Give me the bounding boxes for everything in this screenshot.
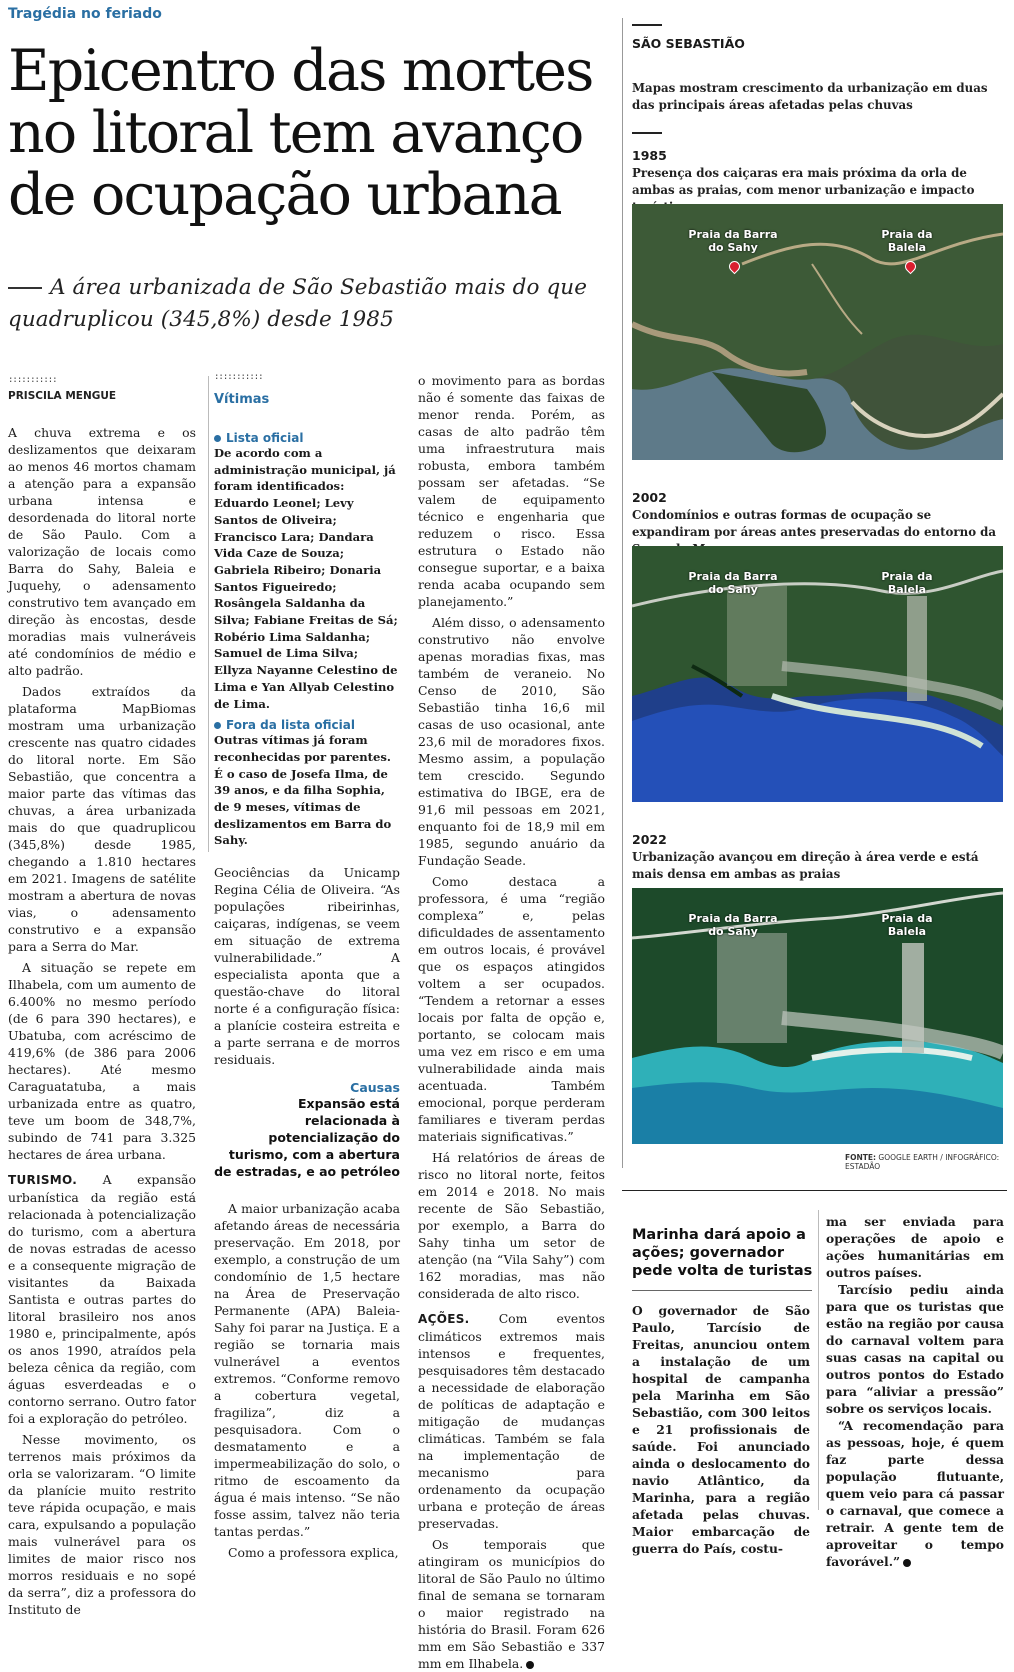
causas-text: Expansão está relacionada à potencialização do turismo, com a abertura de estradas, e ao petróleo — [214, 1096, 400, 1179]
map-caption: Condomínios e outras formas de ocupação se expandiram por áreas antes preservadas do entorno da — [632, 508, 997, 539]
satellite-map-1985 — [632, 204, 1003, 460]
official-list-label — [214, 431, 400, 445]
map-caption: Presença dos caiçaras era mais próxima da orla de ambas as praias, com menor urbanização e impacto — [632, 166, 975, 197]
paragraph — [826, 1417, 1004, 1570]
box-rule — [208, 376, 209, 852]
source-credit — [845, 1153, 1014, 1171]
end-mark-icon — [903, 1559, 911, 1567]
story-rule — [632, 1290, 812, 1291]
map-label-left: Praia da Barra do Sahy — [688, 912, 778, 938]
paragraph-text: Com eventos climáticos extremos mais intensos e frequentes, pesquisadores têm destacado a necessidade de elaboração de políticas de adaptação e mitigação de mudanças climáticas. Também se fala na implementação de mecanismo para ordenamento da ocupação urbana e proteção de áreas preservadas. — [418, 1311, 605, 1531]
end-mark-icon — [526, 1661, 534, 1669]
subhead-text: A área urbanizada de São Sebastião mais do que quadruplicou (345,8%) desde 1985 — [8, 275, 588, 332]
source-label: FONTE: — [845, 1153, 877, 1162]
map-year: 1985 — [632, 148, 667, 163]
label-text: Lista oficial — [226, 431, 304, 445]
map-caption: Urbanização avançou em direção à área verde e está mais densa em ambas as praias — [632, 850, 979, 881]
bullet-icon — [214, 722, 221, 729]
satellite-map-2002 — [632, 546, 1003, 802]
map-year: 2002 — [632, 490, 667, 505]
paragraph: Além disso, o adensamento construtivo não envolve apenas moradias fixas, mas também de veraneio. No Censo de 2010, São Sebastião tinha 16,6 mil casas de uso ocasional, ante 23,6 mil de moradores fixos. Mesmo assim, a população tem crescido. Segundo estimativa do IBGE, era de 91,6 mil pessoas em 2021, enquanto foi de 18,9 mil em 1985, segundo anuário da Fundação Seade. — [418, 615, 605, 868]
victims-box — [214, 372, 400, 849]
unofficial-list-text: Outras vítimas já foram reconhecidas por parentes. É o caso de Josefa Ilma, de 39 anos, e da filha Sophia, de 9 meses, vítimas de deslizamentos em Barra do Sahy. — [214, 733, 392, 848]
map-label-right: Praia da Balela — [881, 912, 933, 938]
article-column-1 — [8, 424, 196, 1618]
map-label-right: Praia da Balela — [881, 570, 933, 596]
column-rule — [818, 1210, 819, 1510]
section-dash — [632, 132, 662, 134]
bullet-icon — [214, 435, 221, 442]
infographic-description: Mapas mostram crescimento da urbanização em duas das principais áreas afetadas pelas chuvas — [632, 81, 988, 112]
sidebar-story-title: Marinha dará apoio a ações; governador pede volta de turistas — [632, 1227, 813, 1279]
lead-in: TURISMO. — [8, 1173, 78, 1187]
causas-quote — [214, 1080, 400, 1180]
paragraph: A maior urbanização acaba afetando áreas de necessária preservação. Em 2018, por exemplo, a construção de um condomínio de 1,5 hectare na Área de Preservação Permanente (APA) Baleia-Sahy foi parar na Justiça. E a região se tornaria mais vulnerável a eventos extremos. “Conforme removo a cobertura vegetal, fragiliza”, diz a pesquisadora. Com o desmatamento e a impermeabilização do solo, o ritmo de escoamento da água é mais intenso. “Se não fosse assim, talvez não teria tantas perdas.” — [214, 1201, 400, 1539]
paragraph: Tarcísio pediu ainda para que os turistas que estão na região por causa do carnaval voltem para suas casas na capital ou outros pontos do Estado para “aliviar a pressão” sobre os serviços locais. — [826, 1282, 1004, 1416]
lead-in: AÇÕES. — [418, 1312, 470, 1326]
paragraph: Como destaca a professora, é uma “região complexa” e, pelas dificuldades de assentamento em outros locais, é provável que os espaços atingidos voltem a ser ocupados. “Tendem a retornar a esses locais por falta de opção e, portanto, se colocam mais uma vez em risco e em uma vulnerabilidade ainda mais acentuada. Também emocional, porque perderam familiares e tiveram perdas materiais significativas.” — [418, 874, 605, 1144]
official-list-text: De acordo com a administração municipal, já foram identificados: Eduardo Leonel; Levy Santos de Oliveira; Francisco Lara; Dandara Vida Caze de Souza; Gabriela Ribeiro; Donaria Santos Figueiredo; Rosângela Saldanha da Silva; Fabiane Freitas de Sá; Robério Lima Saldanha; Samuel de Lima Silva; Ellyza Nayanne Celestino de Lima e Yan Allyab Celestino de Lima. — [214, 446, 398, 711]
paragraph: A situação se repete em Ilhabela, com um aumento de 6.400% no mesmo período (de 6 para 390 hectares), e Ubatuba, com acréscimo de 419,6% (de 386 para 2006 hectares). Até mesmo Caraguatatuba, a mais urbanizada entre as quatro, teve um boom de 348,7%, subindo de 741 para 3.325 hectares de área urbana. — [8, 960, 196, 1162]
victims-title: Vítimas — [214, 392, 270, 407]
paragraph-text: “A recomendação para as pessoas, hoje, é quem faz parte dessa população flutuante, quem veio para cá passar o carnaval, que comece a retrair. A gente tem de aproveitar o tempo favorável.” — [826, 1418, 1004, 1569]
title-dash — [632, 24, 662, 26]
paragraph: O governador de São Paulo, Tarcísio de Freitas, anunciou ontem a instalação de um hospital de campanha pela Marinha em São Sebastião, com 300 leitos e 21 profissionais de saúde. Foi anunciado ainda o deslocamento do navio Atlântico, da Marinha, para a região afetada pelas chuvas. Maior embarcação de guerra do País, costu- — [632, 1303, 810, 1556]
infographic-title: SÃO SEBASTIÃO — [632, 36, 745, 51]
section-kicker: Tragédia no feriado — [8, 6, 162, 22]
paragraph — [418, 1536, 605, 1672]
paragraph: Dados extraídos da plataforma MapBiomas mostram uma urbanização crescente nas quatro cidades do litoral norte. Em São Sebastião, que concentra a maior parte das vítimas das chuvas, a área urbanizada mais do que quadruplicou (345,8%) desde 1985, chegando a 1.810 hectares em 2021. Imagens de satélite mostram a abertura de novas vias, o adensamento construtivo e a expansão para a Serra do Mar. — [8, 684, 196, 954]
article-column-2b — [214, 1200, 400, 1561]
paragraph: ma ser enviada para operações de apoio e ações humanitárias em outros países. — [826, 1214, 1004, 1280]
paragraph — [8, 1171, 196, 1427]
article-column-3 — [418, 372, 605, 1672]
paragraph: Nesse movimento, os terrenos mais próximos da orla se valorizaram. “O limite da planície muito restrito teve rápida ocupação, e mais cara, expulsando a população mais vulnerável para os limites de maior risco nos morros residuais e no sopé da serra”, diz a professora do Instituto de — [8, 1432, 196, 1617]
map-label-left: Praia da Barra do Sahy — [688, 570, 778, 596]
satellite-map-2022 — [632, 888, 1003, 1144]
paragraph: o movimento para as bordas não é somente das faixas de menor renda. Porém, as casas de alto padrão têm uma infraestrutura mais robusta, embora também possam ser afetadas. “Se valem de equipamento técnico e engenharia que reduzem o risco. Essa estrutura o Estado não consegue suportar, e a baixa renda acaba ocupando sem planejamento.” — [418, 373, 605, 609]
source-text: GOOGLE EARTH / INFOGRÁFICO: ESTADÃO — [845, 1153, 1000, 1171]
paragraph — [418, 1310, 605, 1532]
byline-dots: ::::::::::: — [8, 375, 57, 385]
paragraph: A chuva extrema e os deslizamentos que deixaram ao menos 46 mortos chamam a atenção para a expansão urbana intensa e desordenada do litoral norte de São Paulo. Com a valorização de locais como Barra do Sahy, Baleia e Juquehy, o adensamento construtivo tem avançado em direção às encostas, desde moradias mais vulneráveis até condomínios de médio e alto padrão. — [8, 425, 196, 678]
paragraph: Geociências da Unicamp Regina Célia de Oliveira. “As populações ribeirinhas, caiçaras, indígenas, se veem em situação de extrema vulnerabilidade.” A especialista aponta que a questão-chave do litoral norte é a configuração física: a planície costeira estreita e a parte serrana e de morros residuais. — [214, 865, 400, 1067]
causas-label: Causas — [350, 1080, 400, 1095]
paragraph: Há relatórios de áreas de risco no litoral norte, feitos em 2014 e 2018. No mais recente de São Sebastião, por exemplo, a Barra do Sahy tinha um setor de atenção (na “Vila Sahy”) com 162 moradias, mas não considerada de alto risco. — [418, 1150, 605, 1301]
map-year: 2022 — [632, 832, 667, 847]
map-label-left: Praia da Barra do Sahy — [688, 228, 778, 254]
article-column-2 — [214, 864, 400, 1068]
paragraph-text: Os temporais que atingiram os municípios do litoral de São Paulo no último final de semana se tornaram o maior registrado na história do Brasil. Foram 626 mm em São Sebastião e 337 mm em Ilhabela. — [418, 1537, 605, 1671]
paragraph-text: A expansão urbanística da região está relacionada à potencialização do turismo, com a abertura de novas estradas de acesso e a consequente migração de visitantes da Baixada Santista e outras partes do litoral brasileiro nos anos 1980 e, principalmente, após os anos 1990, atraídos pela beleza cênica da região, com águas esverdeadas e o contorno serrano. Outro fator foi a exploração do petróleo. — [8, 1172, 196, 1426]
author-byline: PRISCILA MENGUE — [8, 390, 117, 402]
subhead-dash — [8, 287, 42, 289]
sidebar-story-col2 — [826, 1213, 1004, 1570]
headline: Epicentro das mortes no litoral tem avanço de ocupação urbana — [8, 38, 593, 228]
paragraph: Como a professora explica, — [228, 1545, 399, 1560]
unofficial-list-label — [214, 718, 400, 732]
story-rule — [622, 1190, 1007, 1191]
map-label-right: Praia da Balela — [881, 228, 933, 254]
subheadline — [8, 272, 598, 336]
label-text: Fora da lista oficial — [226, 718, 355, 733]
box-dots: ::::::::::: — [214, 372, 263, 382]
